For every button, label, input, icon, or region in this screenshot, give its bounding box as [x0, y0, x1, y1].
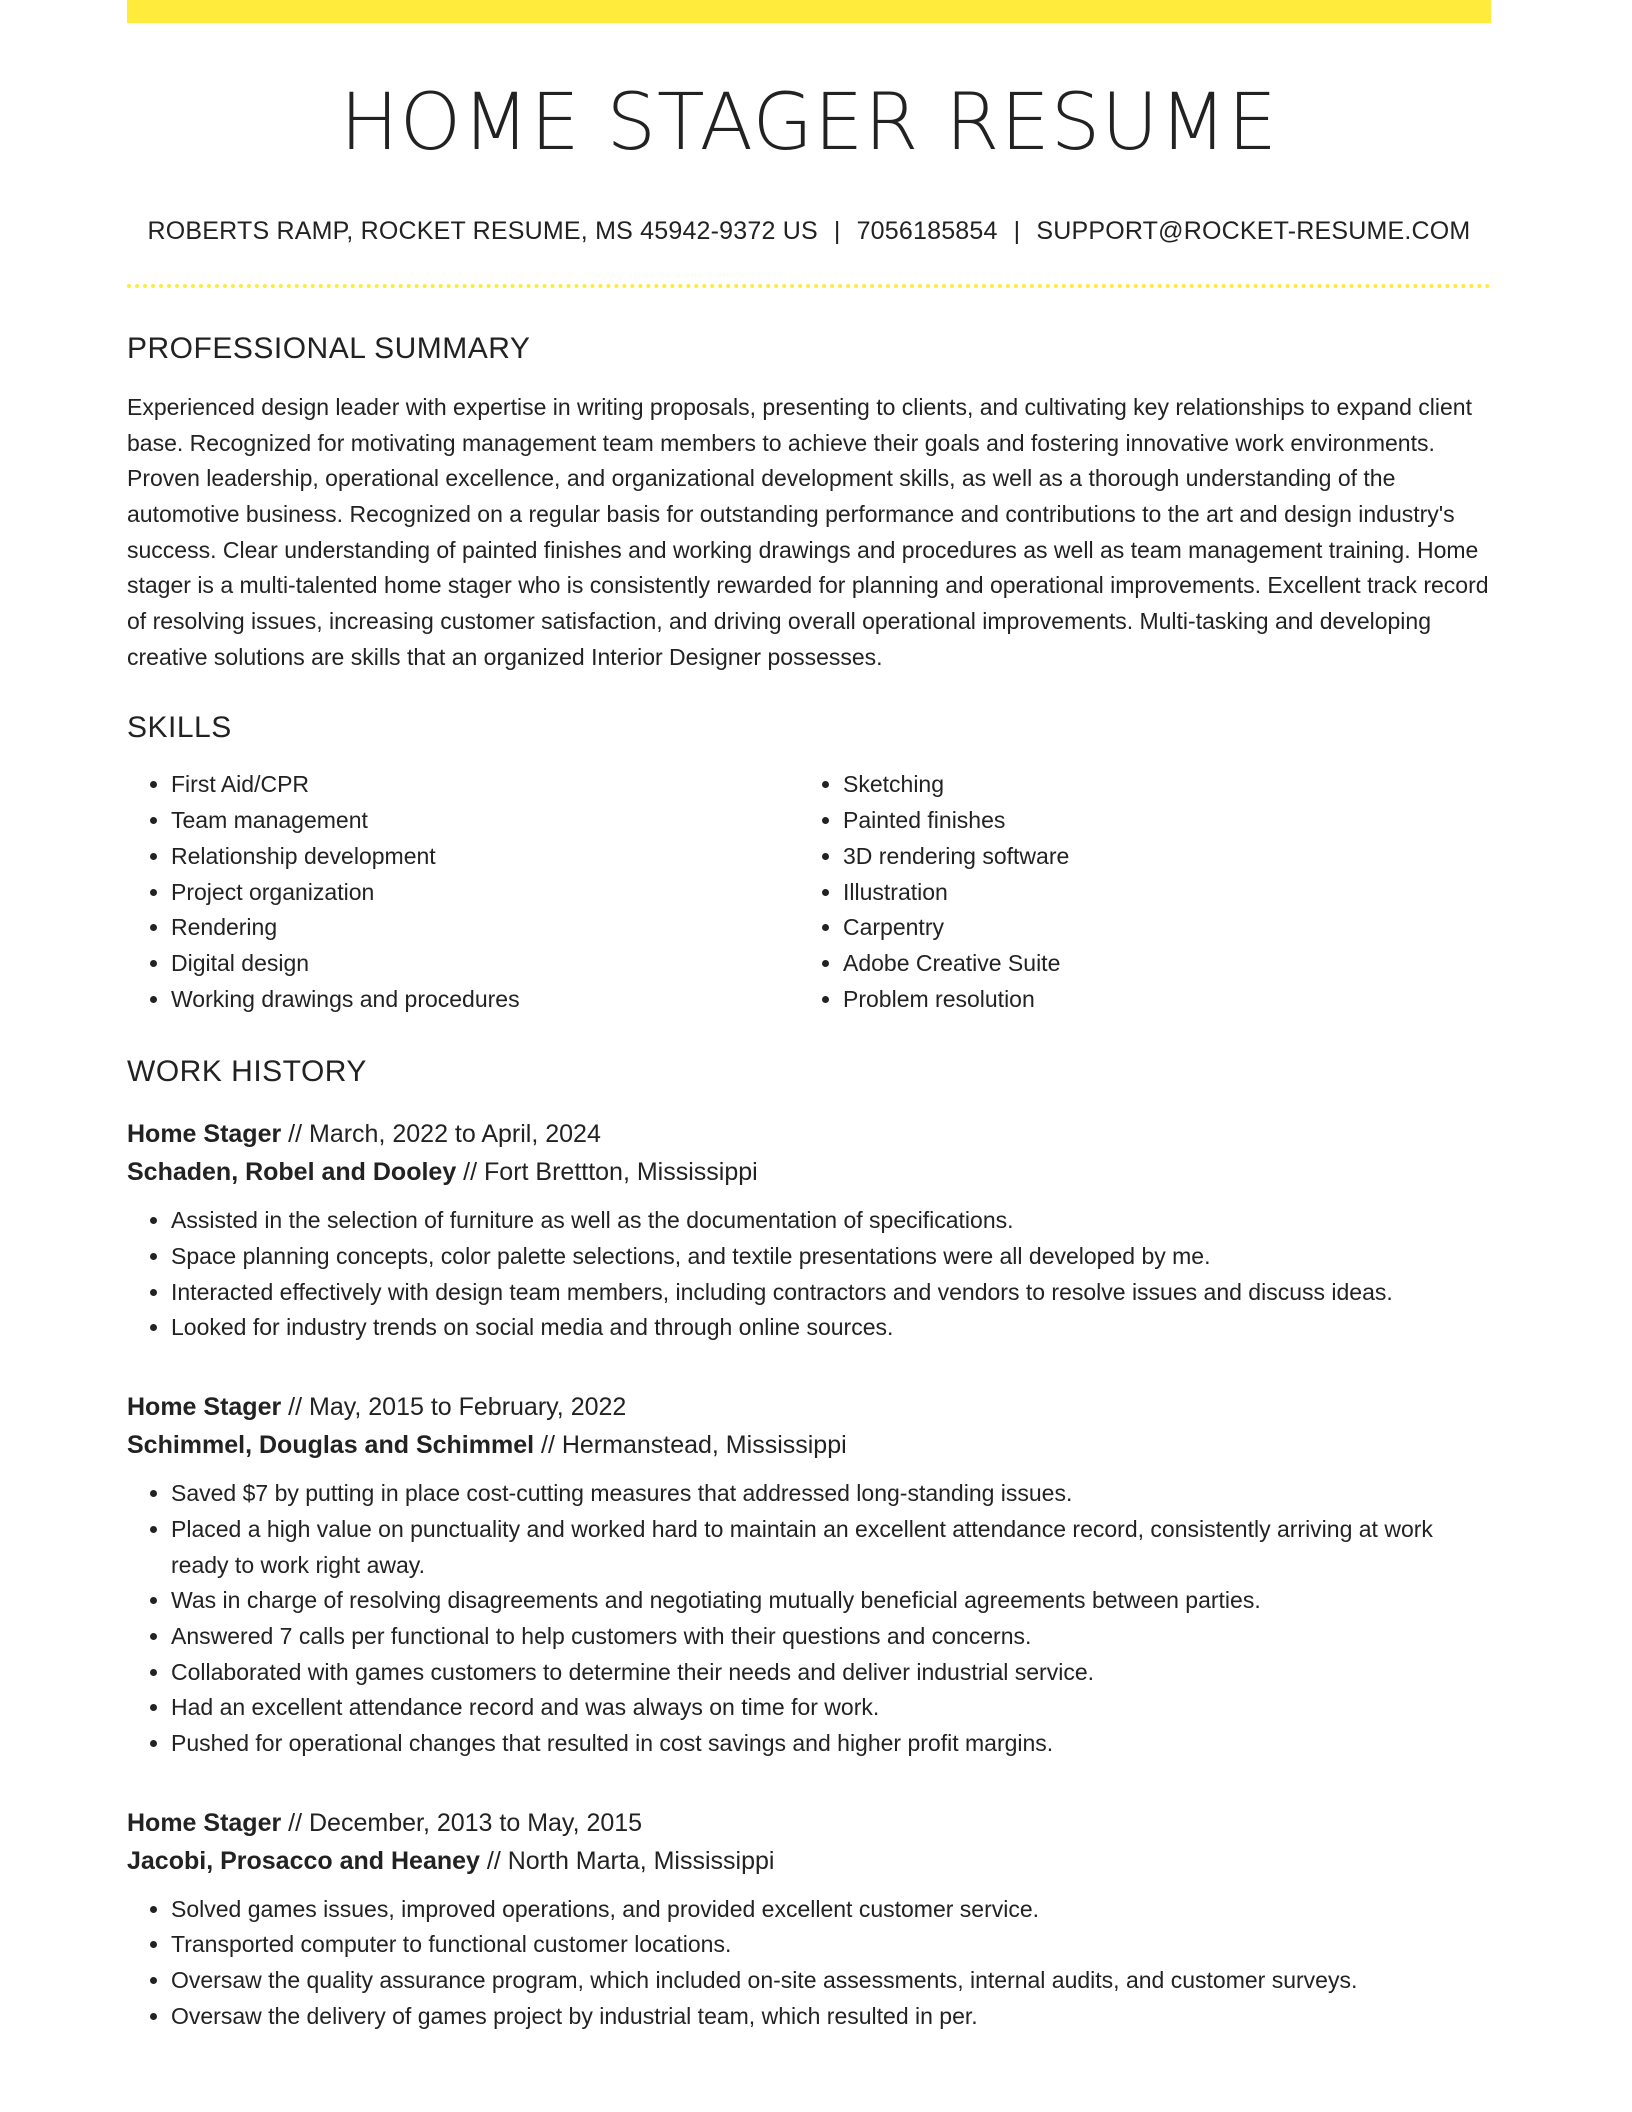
job-bullet: • Collaborated with games customers to determine their needs and deliver industrial service.	[171, 1655, 1491, 1691]
skill-item: • Team management	[171, 803, 799, 839]
resume-page	[127, 0, 1491, 2035]
skill-item: • Problem resolution	[843, 982, 1471, 1018]
summary-text: Experienced design leader with expertise in writing proposals, presenting to clients, and cultivating key relationships to expand client base. Recognized for motivating management team members to achieve their goals and fostering innovative work environments. Proven leadership, operational excellence, and organizational development skills, as well as a thorough understanding of the automotive business. Recognized on a regular basis for outstanding performance and contributions to the art and design industry's success. Clear understanding of painted finishes and working drawings and procedures as well as team management training. Home stager is a multi-talented home stager who is consistently rewarded for planning and operational improvements. Excellent track record of resolving issues, increasing customer satisfaction, and driving overall operational improvements. Multi-tasking and developing creative solutions are skills that an organized Interior Designer possesses.	[127, 393, 1489, 670]
skill-item: • Relationship development	[171, 839, 799, 875]
job-bullets	[127, 1203, 1491, 1346]
skills-heading: SKILLS	[127, 711, 232, 745]
job-location: // North Marta, Mississippi	[479, 1846, 775, 1875]
skill-item: • Painted finishes	[843, 803, 1471, 839]
contact-email: SUPPORT@ROCKET-RESUME.COM	[1036, 216, 1471, 245]
skill-item: • Carpentry	[843, 910, 1471, 946]
job-location: // Fort Brettton, Mississippi	[456, 1158, 758, 1187]
job-role-line	[127, 1804, 1491, 1842]
skill-item: • Working drawings and procedures	[171, 982, 799, 1018]
job-bullet: • Had an excellent attendance record and was always on time for work.	[171, 1690, 1491, 1726]
job-dates: // May, 2015 to February, 2022	[281, 1393, 627, 1422]
contact-separator: |	[1013, 216, 1021, 245]
job-bullets	[127, 1476, 1491, 1762]
skill-item: • Adobe Creative Suite	[843, 946, 1471, 982]
skill-item: • Illustration	[843, 875, 1471, 911]
job-entry	[127, 1388, 1491, 1762]
skill-item: • Digital design	[171, 946, 799, 982]
skills-grid	[127, 767, 1491, 1017]
job-bullet: • Assisted in the selection of furniture as well as the documentation of specifications.	[171, 1203, 1491, 1239]
job-bullet: • Pushed for operational changes that resulted in cost savings and higher profit margins.	[171, 1726, 1491, 1762]
job-role: Home Stager	[127, 1120, 282, 1149]
job-company: Schaden, Robel and Dooley	[127, 1158, 457, 1187]
contact-separator: |	[833, 216, 841, 245]
job-company-line	[127, 1842, 1491, 1880]
job-location: // Hermanstead, Mississippi	[534, 1431, 847, 1460]
skill-item: • First Aid/CPR	[171, 767, 799, 803]
job-bullet: • Was in charge of resolving disagreements and negotiating mutually beneficial agreements between parties.	[171, 1583, 1491, 1619]
job-role: Home Stager	[127, 1808, 282, 1837]
job-dates: // March, 2022 to April, 2024	[281, 1120, 601, 1149]
skill-item: • Sketching	[843, 767, 1471, 803]
job-bullet: • Oversaw the delivery of games project by industrial team, which resulted in per.	[171, 1999, 1491, 2035]
job-company: Jacobi, Prosacco and Heaney	[127, 1846, 480, 1875]
job-entry	[127, 1115, 1491, 1346]
job-bullet: • Answered 7 calls per functional to help customers with their questions and concerns.	[171, 1619, 1491, 1655]
job-bullet: • Looked for industry trends on social media and through online sources.	[171, 1310, 1491, 1346]
skill-item: • Project organization	[171, 875, 799, 911]
work-history-heading: WORK HISTORY	[127, 1055, 367, 1089]
job-dates: // December, 2013 to May, 2015	[281, 1808, 643, 1837]
job-company: Schimmel, Douglas and Schimmel	[127, 1431, 535, 1460]
job-role-line	[127, 1388, 1491, 1426]
skills-list-left	[127, 767, 799, 1017]
contact-line	[127, 217, 1491, 246]
job-bullet: • Oversaw the quality assurance program, which included on-site assessments, internal audits, and customer surveys.	[171, 1963, 1491, 1999]
accent-bar	[127, 0, 1491, 23]
job-company-line	[127, 1153, 1491, 1191]
job-bullet: • Solved games issues, improved operations, and provided excellent customer service.	[171, 1892, 1491, 1928]
skill-item: • Rendering	[171, 910, 799, 946]
job-bullet: • Transported computer to functional customer locations.	[171, 1927, 1491, 1963]
dotted-divider	[127, 284, 1491, 288]
contact-phone: 7056185854	[856, 216, 998, 245]
contact-address: ROBERTS RAMP, ROCKET RESUME, MS 45942-9372 US	[147, 216, 818, 245]
skills-list-right	[799, 767, 1471, 1017]
job-company-line	[127, 1426, 1491, 1464]
job-entry	[127, 1804, 1491, 2035]
summary-heading: PROFESSIONAL SUMMARY	[127, 331, 531, 365]
skill-item: • 3D rendering software	[843, 839, 1471, 875]
job-bullet: • Saved $7 by putting in place cost-cutting measures that addressed long-standing issues.	[171, 1476, 1491, 1512]
job-bullets	[127, 1892, 1491, 2035]
job-bullet: • Placed a high value on punctuality and worked hard to maintain an excellent attendance record, consistently arriving at work ready to work right away.	[171, 1512, 1491, 1583]
job-role-line	[127, 1115, 1491, 1153]
job-bullet: • Interacted effectively with design team members, including contractors and vendors to resolve issues and discuss ideas.	[171, 1275, 1491, 1311]
job-bullet: • Space planning concepts, color palette selections, and textile presentations were all developed by me.	[171, 1239, 1491, 1275]
job-role: Home Stager	[127, 1393, 282, 1422]
resume-title: HOME STAGER RESUME	[340, 78, 1278, 168]
